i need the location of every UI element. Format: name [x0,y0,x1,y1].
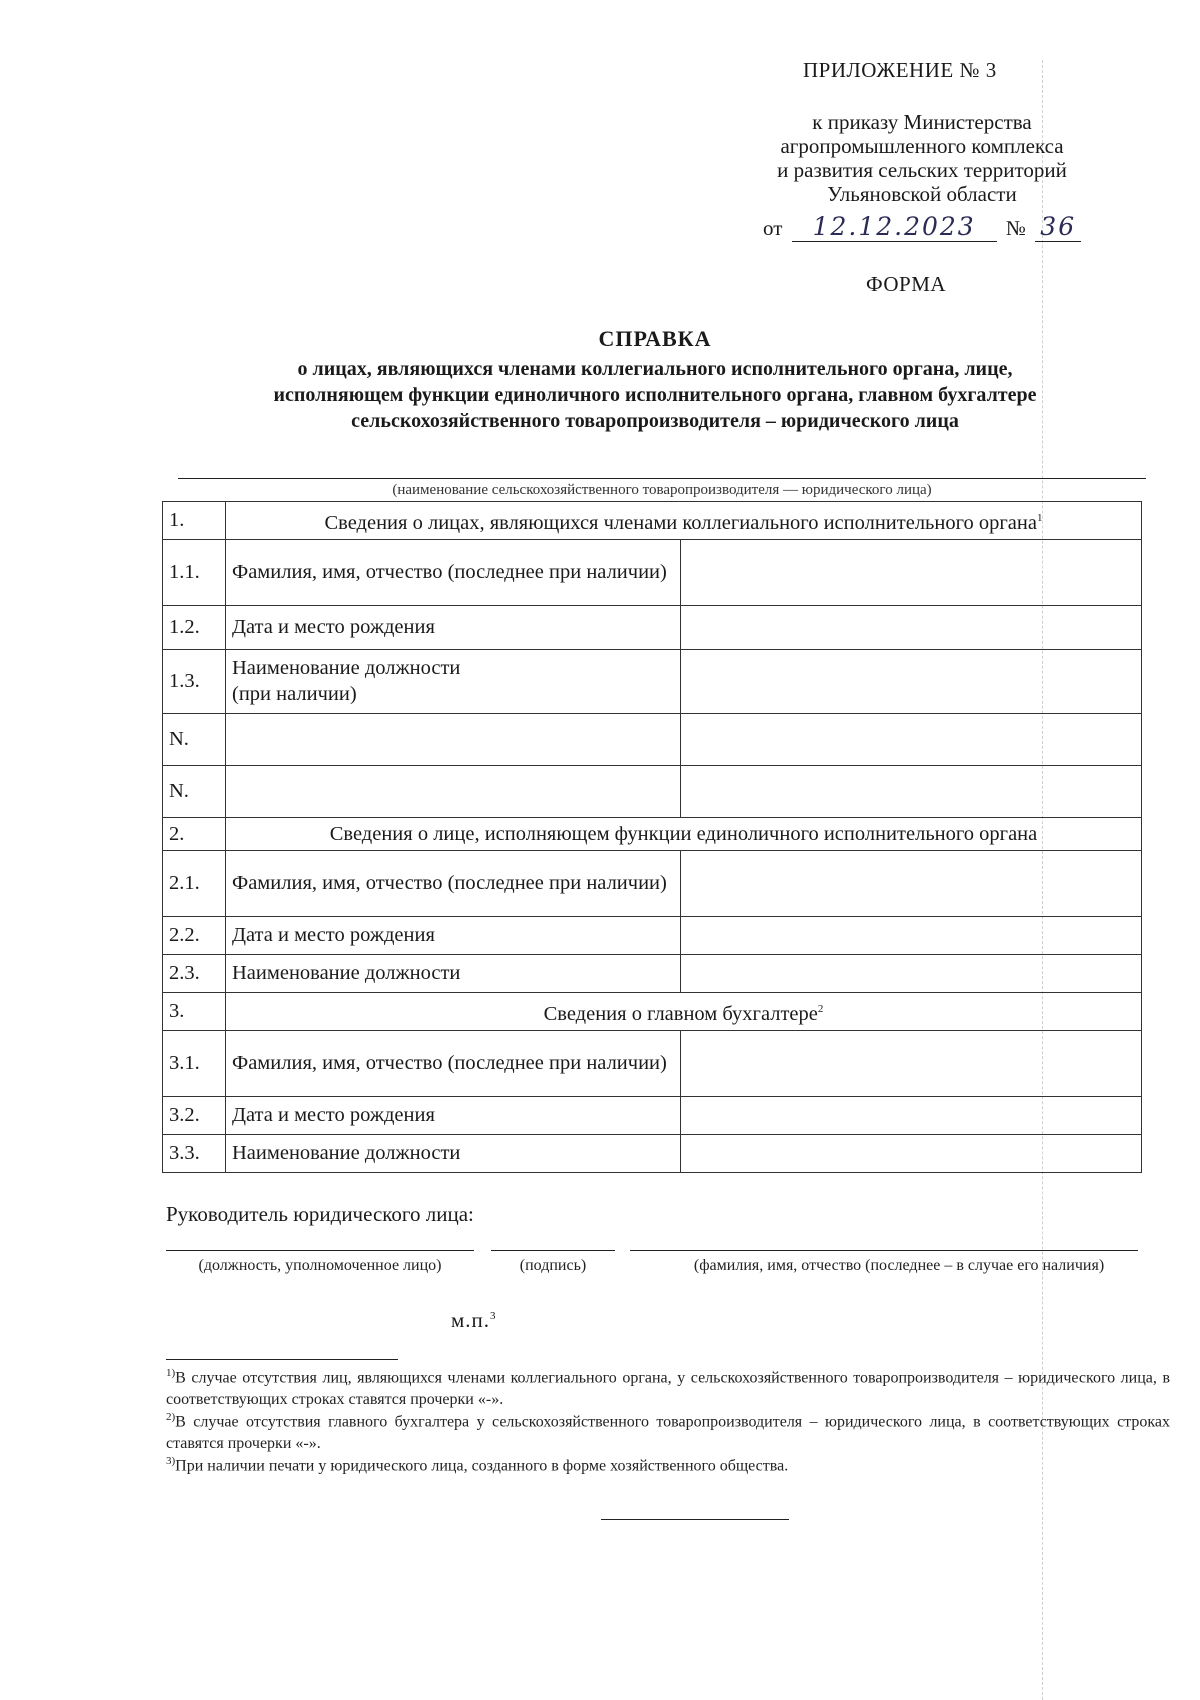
row-label-line: Наименование должности [232,657,461,680]
value-cell[interactable] [681,713,1142,765]
row-label-line: (при наличии) [232,683,357,706]
date-prefix: от [763,216,783,240]
handwritten-number: 36 [1035,212,1081,242]
footnote-ref: 1 [1036,512,1043,524]
section-row [163,817,1142,850]
end-separator [601,1519,789,1520]
row-label: Фамилия, имя, отчество (последнее при наличии) [226,1030,681,1096]
title-line: о лицах, являющихся членами коллегиального исполнительного органа, лице, [297,358,1013,380]
full-name-caption: (фамилия, имя, отчество (последнее – в случае его наличия) [693,1257,1105,1274]
signature-field[interactable] [491,1250,615,1251]
table-row [163,649,1142,713]
row-number: 3. [163,992,226,1030]
value-cell[interactable] [226,765,681,817]
footnote-text: В случае отсутствия главного бухгалтера у сельскохозяйственного товаропроизводителя – юридического лица, в соответствующих строках ставятся прочерки «-». [166,1413,1170,1453]
order-line: агропромышленного комплекса [780,134,1064,158]
stamp-label: м.п. [451,1308,491,1332]
section-row [163,502,1142,540]
table-row [163,1134,1142,1172]
form-label: ФОРМА [866,272,947,296]
row-number: 3.2. [163,1096,226,1134]
row-label: Дата и место рождения [226,605,681,649]
row-number: 2.2. [163,916,226,954]
row-number: 2.3. [163,954,226,992]
row-label: Дата и место рождения [226,916,681,954]
row-number: N. [163,713,226,765]
table-row [163,713,1142,765]
table-row [163,1096,1142,1134]
title-line: сельскохозяйственного товаропроизводителя – юридического лица [351,410,959,432]
value-cell[interactable] [681,605,1142,649]
value-cell[interactable] [681,1134,1142,1172]
handwritten-date: 12.12.2023 [792,212,997,242]
row-label: Фамилия, имя, отчество (последнее при наличии) [226,850,681,916]
row-label: Фамилия, имя, отчество (последнее при наличии) [226,539,681,605]
title-main: СПРАВКА [598,326,712,351]
section-title-text: Сведения о главном бухгалтере [543,1002,818,1025]
row-number: 1. [163,502,226,540]
value-cell[interactable] [681,649,1142,713]
footnote-mark: 1) [166,1367,176,1379]
row-number: 3.1. [163,1030,226,1096]
row-number: 2. [163,817,226,850]
org-name-field[interactable] [178,478,1146,479]
stamp-place [451,1308,497,1333]
footnote [166,1362,1170,1411]
value-cell[interactable] [681,954,1142,992]
table-row [163,605,1142,649]
org-name-caption: (наименование сельскохозяйственного товаропроизводителя — юридического лица) [392,482,932,498]
value-cell[interactable] [681,850,1142,916]
row-number: 1.3. [163,649,226,713]
table-row [163,954,1142,992]
table-row [163,765,1142,817]
table-row [163,539,1142,605]
title-line: исполняющем функции единоличного исполнительного органа, главном бухгалтере [273,384,1037,406]
row-label: Наименование должности [226,1134,681,1172]
row-number: 1.2. [163,605,226,649]
order-line: Ульяновской области [827,182,1017,206]
section-title [226,992,1142,1030]
section-title-text: Сведения о лицах, являющихся членами коллегиального исполнительного органа [324,511,1037,534]
appendix-label: ПРИЛОЖЕНИЕ № 3 [803,58,997,82]
value-cell[interactable] [681,1096,1142,1134]
footnote-separator [166,1359,398,1360]
value-cell[interactable] [681,916,1142,954]
position-caption: (должность, уполномоченное лицо) [198,1257,442,1274]
table-row [163,1030,1142,1096]
footnote-ref: 2 [817,1002,824,1015]
number-prefix: № [1005,216,1026,240]
head-label: Руководитель юридического лица: [166,1202,474,1226]
table-row [163,850,1142,916]
section-title [226,502,1142,540]
order-reference [752,110,1092,206]
full-name-field[interactable] [630,1250,1138,1251]
row-number: 2.1. [163,850,226,916]
row-label: Дата и место рождения [226,1096,681,1134]
value-cell[interactable] [226,713,681,765]
info-table [162,501,1142,1173]
footnote [166,1406,1170,1455]
value-cell[interactable] [681,765,1142,817]
document-title [160,326,1150,434]
row-number: 3.3. [163,1134,226,1172]
footnote-text: В случае отсутствия лиц, являющихся членами коллегиального органа, у сельскохозяйственного товаропроизводителя – юридического лица, в соответствующих строках ставятся прочерки «-». [166,1369,1170,1409]
row-number: N. [163,765,226,817]
value-cell[interactable] [681,1030,1142,1096]
footnote-ref: 3 [490,1310,497,1322]
value-cell[interactable] [681,539,1142,605]
footnote [166,1450,1170,1477]
order-line: к приказу Министерства [812,110,1032,134]
section-title: Сведения о лице, исполняющем функции единоличного исполнительного органа [226,817,1142,850]
row-label [226,649,681,713]
footnote-mark: 3) [166,1455,176,1467]
order-date-line [763,212,1081,242]
table-row [163,916,1142,954]
signature-caption: (подпись) [519,1257,587,1274]
footnote-mark: 2) [166,1411,176,1423]
order-line: и развития сельских территорий [777,158,1067,182]
row-number: 1.1. [163,539,226,605]
footnote-text: При наличии печати у юридического лица, созданного в форме хозяйственного общества. [175,1457,789,1475]
position-field[interactable] [166,1250,474,1251]
row-label: Наименование должности [226,954,681,992]
section-row [163,992,1142,1030]
